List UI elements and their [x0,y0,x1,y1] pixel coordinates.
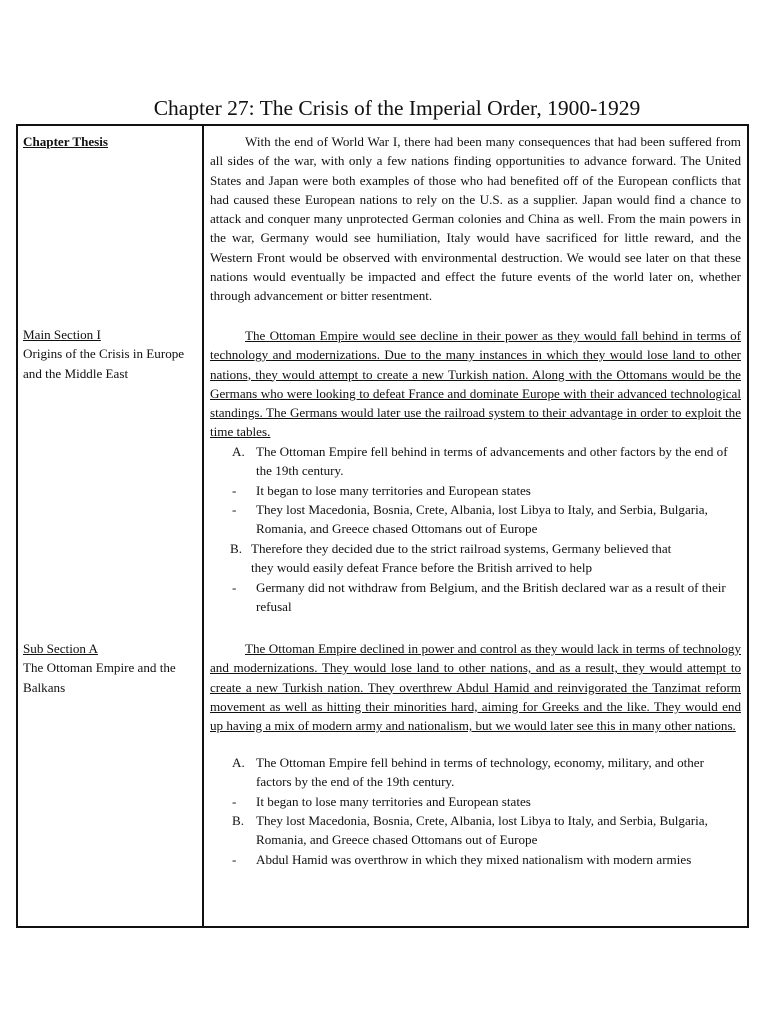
list-item: - It began to lose many territories and European states [232,794,531,809]
list-item: A. The Ottoman Empire fell behind in terms of technology, economy, military, and other factors by the end of the 19th century. [232,755,704,790]
thesis-text: With the end of World War I, there had been many consequences that had been suffered from all sides of the war, with only a few nations finding opportunities to advance forward. The United States and Japan were both examples of those who had benefited off of the European conflicts that had caused these European nations to rely on the U.S. as a supplier. Japan would find a chance to attack and conquer many unprotected German colonies and China as well. From the main powers in the war, Germany would see humiliation, Italy would have sacrificed for little reward, and the Western Front would be observed with environmental destruction. We would see later on that these nations would eventually be impacted and effect the future events of the world later on, whether through advancement or bitter resentment. [210,134,741,304]
list-item: - Abdul Hamid was overthrow in which they mixed nationalism with modern armies [232,852,692,867]
thesis-label: Chapter Thesis [23,134,109,149]
main-section-summary: The Ottoman Empire would see decline in their power as they would fall behind in terms of technology and modernizations. Due to the many instances in which they would lose land to other nations, they would attempt to create a new Turkish nation. Along with the Ottomans would be the Germans who were looking to defeat France and dominate Europe with their advanced technological standings. The Germans would later use the railroad system to their advantage in order to exploit the time tables. [210,328,741,440]
list-item: - Germany did not withdraw from Belgium, and the British declared war as a result of their refusal [232,580,726,615]
list-item: B. They lost Macedonia, Bosnia, Crete, Albania, lost Libya to Italy, and Serbia, Bulgaria, Romania, and Greece chased Ottomans out of Europe [232,813,708,848]
list-item: A. The Ottoman Empire fell behind in terms of advancements and other factors by the end of the 19th century. [232,444,728,479]
page-title: Chapter 27: The Crisis of the Imperial Order, 1900-1929 [153,96,641,120]
sub-section-label: Sub Section A [23,641,98,656]
sub-section-subtitle: The Ottoman Empire and the Balkans [23,660,176,695]
list-item: B. Therefore they decided due to the strict railroad systems, Germany believed that they would easily defeat France before the British arrived to help [230,541,672,576]
list-item: - It began to lose many territories and European states [232,483,531,498]
main-section-label: Main Section I [23,327,101,342]
sub-section [23,639,199,697]
column-divider [202,124,204,928]
main-section [23,325,199,383]
sub-section-summary: The Ottoman Empire declined in power and control as they would lack in terms of technology and modernizations. They would lose land to other nations, and as a result, they would attempt to create a new Turkish nation. They overthrew Abdul Hamid and reinvigorated the Tanzimat reform movement as well as hitting their minorities hard, aiming for Greeks and the like. They would end up having a mix of modern army and nationalism, but we would later see this in many other nations. [210,641,741,734]
main-section-subtitle: Origins of the Crisis in Europe and the Middle East [23,346,185,381]
list-item: - They lost Macedonia, Bosnia, Crete, Albania, lost Libya to Italy, and Serbia, Bulgaria, Romania, and Greece chased Ottomans out of Europe [232,502,708,537]
